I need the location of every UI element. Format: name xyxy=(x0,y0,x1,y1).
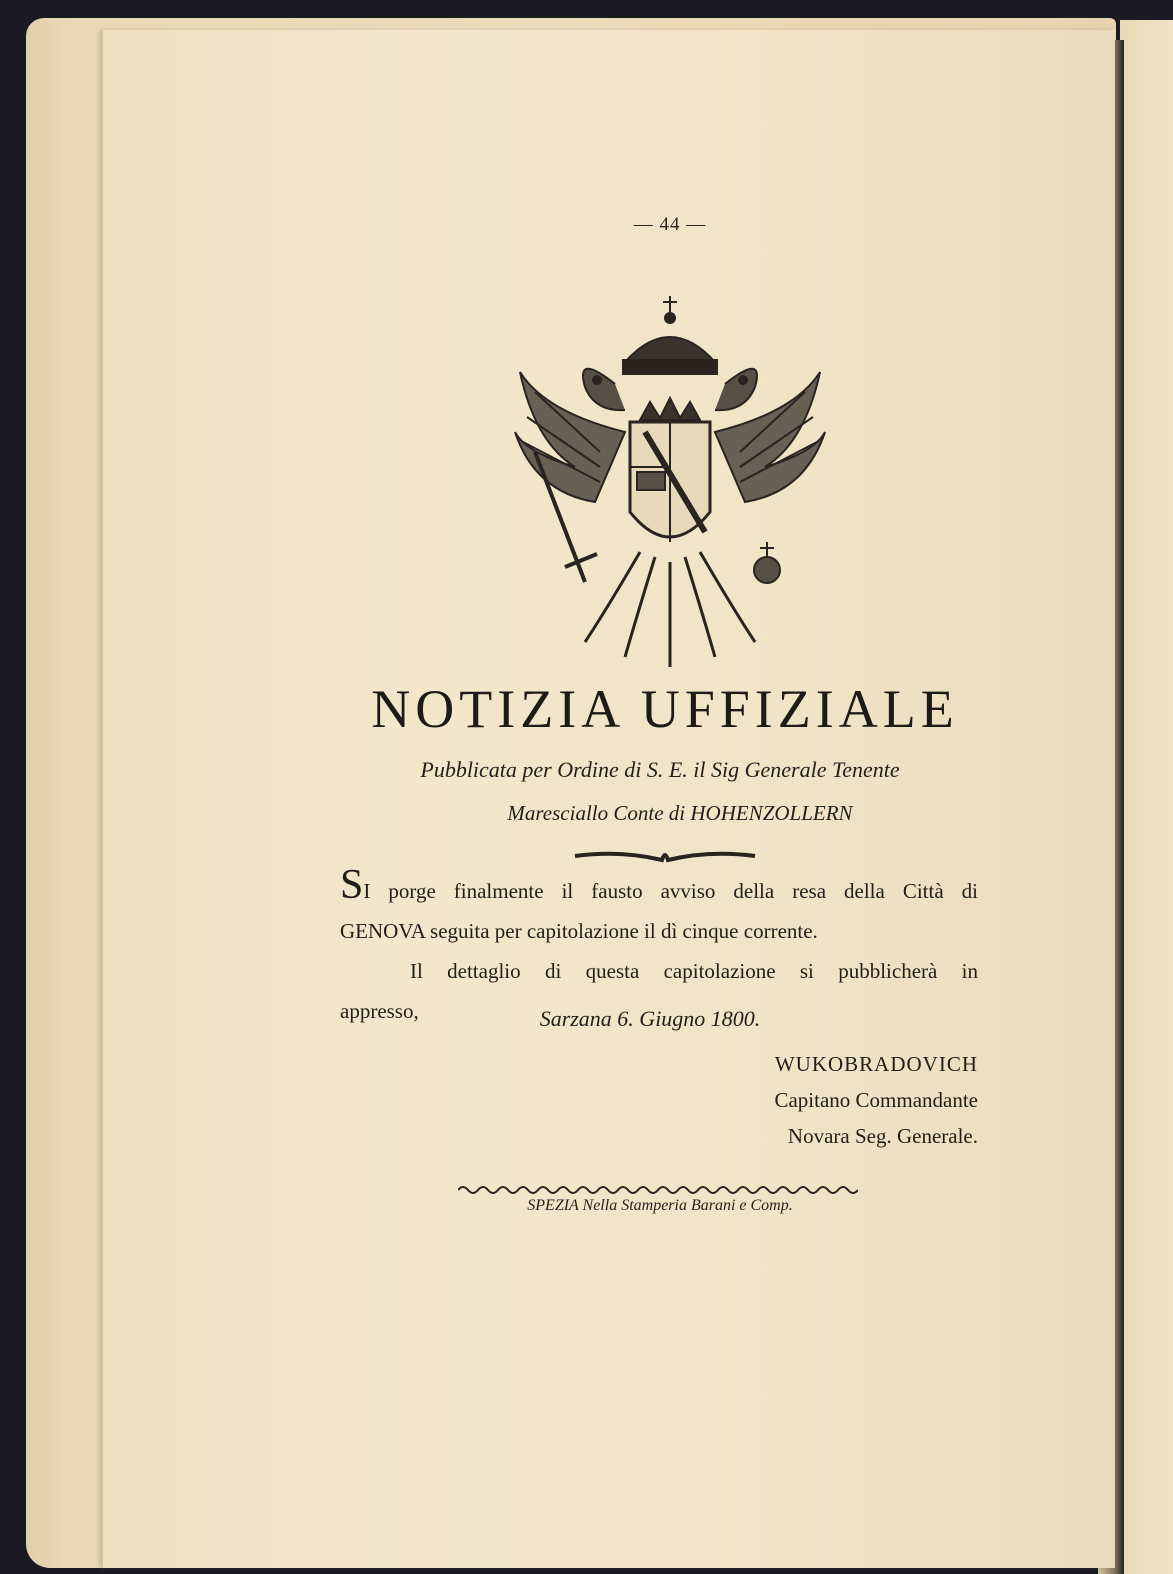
body-line-4: appresso, xyxy=(340,999,419,1023)
wavy-rule xyxy=(458,1184,858,1196)
ornament-divider xyxy=(570,846,760,866)
notice-subtitle-line2: Maresciallo Conte di HOHENZOLLERN xyxy=(507,801,853,825)
dateline: Sarzana 6. Giugno 1800. xyxy=(539,1006,761,1031)
signature-block xyxy=(690,1046,978,1154)
notice-subtitle: Pubblicata per Ordine di S. E. il Sig Generale Tenente xyxy=(420,757,900,782)
drop-cap: S xyxy=(340,862,364,908)
notice-title: NOTIZIA UFFIZIALE xyxy=(371,679,959,739)
double-headed-eagle-icon xyxy=(505,292,835,672)
body-line-2: GENOVA seguita per capitolazione il dì cinque corrente. xyxy=(340,919,818,943)
signatory-role: Novara Seg. Generale. xyxy=(787,1124,978,1148)
printer-imprint: SPEZIA Nella Stamperia Barani e Comp. xyxy=(527,1197,793,1214)
book-page xyxy=(102,30,1115,1568)
next-page-edge xyxy=(1120,20,1173,1574)
page-number: — 44 — xyxy=(633,214,707,235)
body-line-3: Il dettaglio di questa capitolazione si pubblicherà in xyxy=(410,959,978,983)
signatory-name: WUKOBRADOVICH xyxy=(774,1052,978,1076)
body-line-1: SI porge finalmente il fausto avviso della resa della Città di xyxy=(340,862,978,908)
signatory-title: Capitano Commandante xyxy=(774,1088,978,1112)
